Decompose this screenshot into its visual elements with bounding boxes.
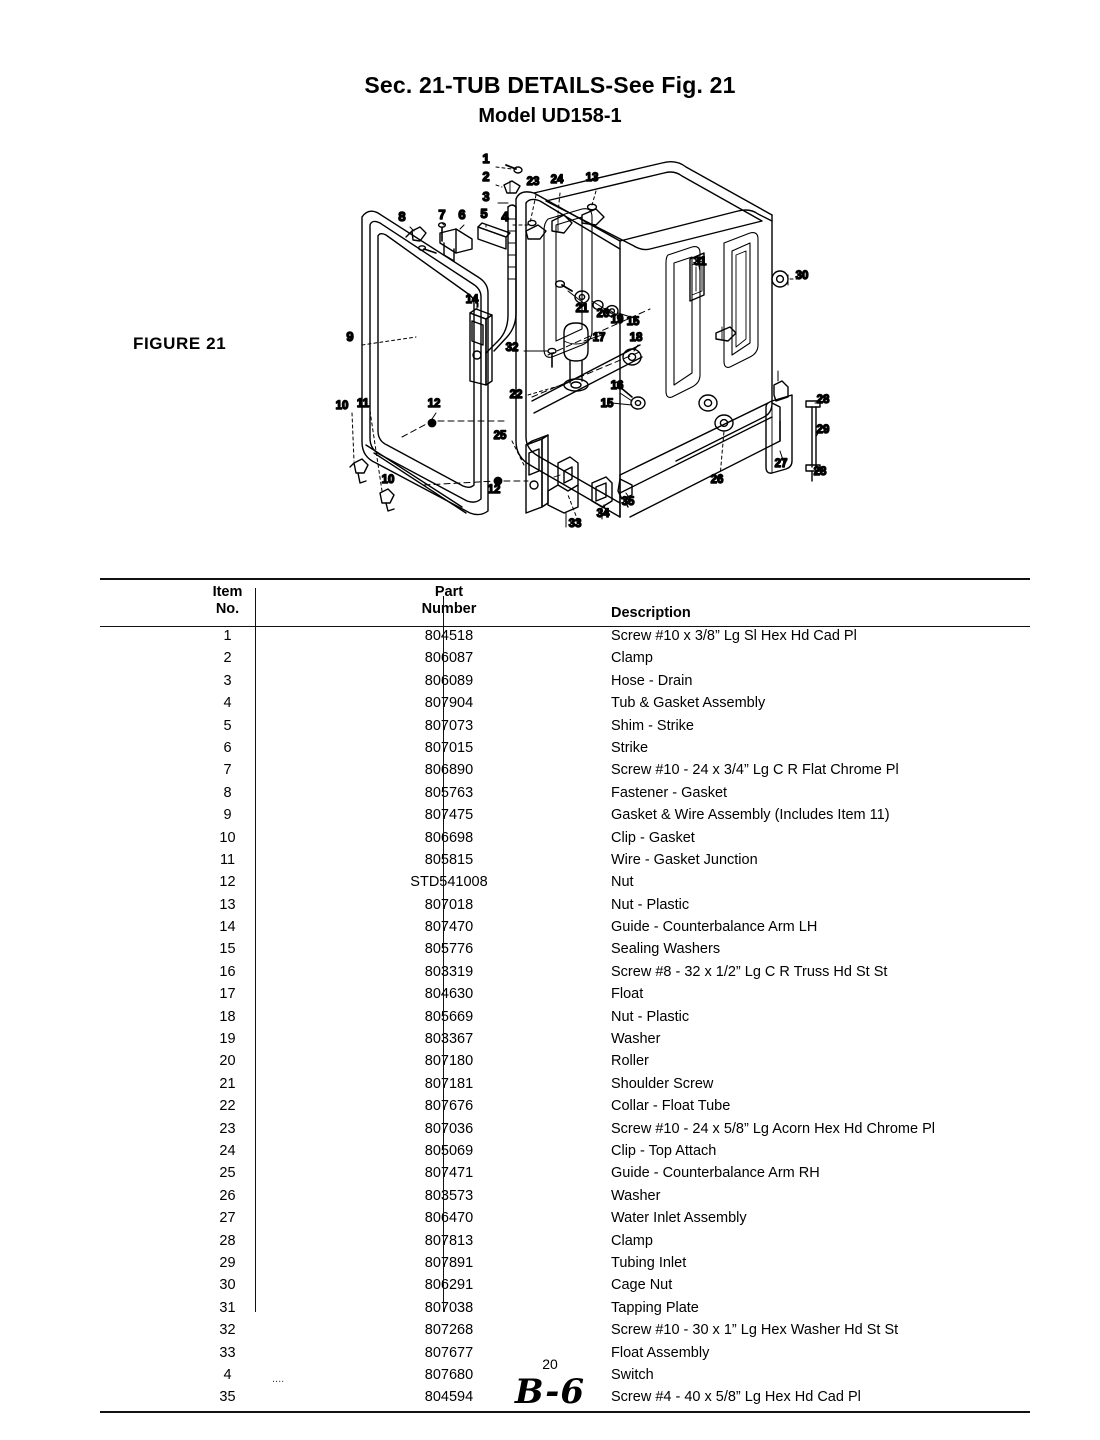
cell-description: Collar - Float Tube bbox=[611, 1098, 731, 1115]
cell-description: Float Assembly bbox=[611, 1344, 710, 1361]
figure-callout-27: 27 bbox=[774, 458, 788, 470]
cell-description: Clamp bbox=[611, 1232, 653, 1249]
table-row bbox=[100, 1097, 1030, 1119]
figure-callout-9: 9 bbox=[346, 329, 354, 344]
cell-description: Guide - Counterbalance Arm LH bbox=[611, 919, 818, 936]
cell-description: Wire - Gasket Junction bbox=[611, 851, 758, 868]
table-row bbox=[100, 1321, 1030, 1343]
gasket-clip-graphic bbox=[350, 459, 368, 483]
figure-callout-10: 10 bbox=[335, 400, 349, 412]
page-title: Sec. 21-TUB DETAILS-See Fig. 21 bbox=[364, 72, 736, 98]
table-body bbox=[100, 627, 1030, 1411]
cell-item-no: 8 bbox=[223, 784, 232, 801]
figure-callout-20: 20 bbox=[596, 308, 610, 320]
table-row bbox=[100, 829, 1030, 851]
table-row bbox=[100, 1254, 1030, 1276]
figure-callout-19: 19 bbox=[610, 314, 624, 326]
cell-description: Tub & Gasket Assembly bbox=[611, 695, 766, 712]
cell-item-no: 27 bbox=[219, 1210, 236, 1227]
cell-item-no: 1 bbox=[223, 628, 232, 644]
cell-item-no: 26 bbox=[219, 1187, 236, 1204]
cell-description: Guide - Counterbalance Arm RH bbox=[611, 1165, 820, 1182]
figure-callout-34: 34 bbox=[596, 508, 610, 520]
figure-callout-33: 33 bbox=[568, 518, 582, 530]
cell-item-no: 35 bbox=[219, 1389, 236, 1406]
table-row bbox=[100, 649, 1030, 671]
cell-description: Clip - Gasket bbox=[611, 829, 695, 846]
cell-item-no: 4 bbox=[223, 1366, 232, 1383]
figure-callout-6: 6 bbox=[458, 207, 466, 222]
cell-part-number: 806087 bbox=[424, 650, 474, 667]
cell-part-number: 807904 bbox=[424, 695, 474, 712]
table-row bbox=[100, 1299, 1030, 1321]
figure-callout-16: 16 bbox=[610, 380, 624, 392]
figure-callout-29: 29 bbox=[816, 424, 830, 436]
cell-item-no: 23 bbox=[219, 1120, 236, 1137]
figure-callout-15: 15 bbox=[626, 316, 640, 328]
cell-item-no: 29 bbox=[219, 1254, 236, 1271]
table-row bbox=[100, 985, 1030, 1007]
cell-description: Screw #10 x 3/8” Lg Sl Hex Hd Cad Pl bbox=[611, 628, 857, 644]
float-roller-cluster-graphic bbox=[532, 281, 645, 413]
figure-callout-25: 25 bbox=[493, 430, 507, 442]
cell-part-number: 807813 bbox=[424, 1232, 474, 1249]
header-part-number bbox=[355, 584, 543, 618]
figure-callout-24: 24 bbox=[550, 174, 564, 186]
figure-callout-1: 1 bbox=[482, 151, 490, 166]
cell-part-number: 803367 bbox=[424, 1031, 474, 1048]
cell-item-no: 12 bbox=[219, 874, 236, 891]
table-row bbox=[100, 1276, 1030, 1298]
cell-item-no: 14 bbox=[219, 919, 236, 936]
cell-item-no: 4 bbox=[223, 695, 232, 712]
cell-part-number: 805763 bbox=[424, 784, 474, 801]
table-row bbox=[100, 851, 1030, 873]
figure-callout-4: 4 bbox=[501, 209, 509, 224]
cell-part-number: 807475 bbox=[424, 807, 474, 824]
cell-part-number: 807036 bbox=[424, 1120, 474, 1137]
header-part-line2: Number bbox=[421, 601, 477, 617]
cell-item-no: 16 bbox=[219, 963, 236, 980]
table-row bbox=[100, 672, 1030, 694]
figure-callout-5: 5 bbox=[480, 206, 488, 221]
table-row bbox=[100, 761, 1030, 783]
figure-callout-12: 12 bbox=[427, 398, 441, 410]
cell-part-number: 807891 bbox=[424, 1254, 474, 1271]
cell-item-no: 17 bbox=[219, 986, 236, 1003]
tub-interior-panels-graphic bbox=[544, 209, 592, 358]
cell-description: Tubing Inlet bbox=[611, 1254, 687, 1271]
header-item-line2: No. bbox=[215, 601, 240, 617]
cell-part-number: 807471 bbox=[424, 1165, 474, 1182]
cell-part-number: 806291 bbox=[424, 1277, 474, 1294]
cell-part-number: 806089 bbox=[424, 672, 474, 689]
cell-part-number: 807015 bbox=[424, 739, 474, 756]
cell-part-number: 807680 bbox=[424, 1366, 474, 1383]
cell-part-number: 807268 bbox=[424, 1322, 474, 1339]
cell-item-no: 25 bbox=[219, 1165, 236, 1182]
figure-callout-3: 3 bbox=[482, 189, 490, 204]
table-column-divider-1 bbox=[255, 588, 256, 1312]
cell-part-number: 807180 bbox=[424, 1053, 474, 1070]
cell-description: Tapping Plate bbox=[611, 1299, 699, 1316]
cell-part-number: 807677 bbox=[424, 1344, 474, 1361]
page-number: 20 bbox=[542, 1356, 558, 1372]
figure-callout-17: 17 bbox=[592, 332, 606, 344]
figure-callout-13: 13 bbox=[585, 172, 599, 184]
figure-callout-2: 2 bbox=[482, 169, 490, 184]
cell-part-number: 805815 bbox=[424, 851, 474, 868]
cell-description: Clamp bbox=[611, 650, 653, 667]
cell-description: Shim - Strike bbox=[611, 717, 694, 734]
mid-tub-clip-graphic bbox=[716, 327, 736, 341]
cell-description: Cage Nut bbox=[611, 1277, 673, 1294]
figure-callout-14: 14 bbox=[465, 294, 479, 306]
figure-callout-32: 32 bbox=[505, 342, 519, 354]
table-row bbox=[100, 918, 1030, 940]
cell-part-number: 807181 bbox=[424, 1075, 474, 1092]
document-header bbox=[0, 70, 1100, 130]
table-row bbox=[100, 940, 1030, 962]
header-description: Description bbox=[611, 605, 691, 621]
cell-item-no: 18 bbox=[219, 1008, 236, 1025]
cell-description: Washer bbox=[611, 1187, 661, 1204]
cell-description: Hose - Drain bbox=[611, 672, 693, 689]
figure-callout-35: 35 bbox=[621, 496, 635, 508]
figure-callout-7: 7 bbox=[438, 207, 446, 222]
cell-part-number: 805776 bbox=[424, 941, 474, 958]
door-gasket-frame-graphic bbox=[362, 211, 488, 514]
cell-description: Washer bbox=[611, 1031, 661, 1048]
cell-description: Roller bbox=[611, 1053, 649, 1070]
header-item-line1: Item bbox=[212, 584, 243, 600]
figure-callout-28: 28 bbox=[816, 394, 830, 406]
cell-item-no: 20 bbox=[219, 1053, 236, 1070]
figure-callout-18: 18 bbox=[629, 332, 643, 344]
cell-item-no: 15 bbox=[219, 941, 236, 958]
cell-item-no: 28 bbox=[219, 1232, 236, 1249]
cell-description: Nut - Plastic bbox=[611, 1008, 690, 1025]
cell-item-no: 21 bbox=[219, 1075, 236, 1092]
figure-callout-23: 23 bbox=[526, 176, 540, 188]
cell-item-no: 3 bbox=[223, 672, 232, 689]
figure-callout-30: 30 bbox=[795, 270, 809, 282]
cell-description: Nut - Plastic bbox=[611, 896, 690, 913]
cell-item-no: 33 bbox=[219, 1344, 236, 1361]
hose-clamp-graphic bbox=[504, 181, 520, 193]
cell-part-number: 803573 bbox=[424, 1187, 474, 1204]
figure-callout-11: 11 bbox=[356, 398, 370, 410]
model-subtitle: Model UD158-1 bbox=[478, 105, 622, 127]
table-column-divider-2 bbox=[443, 596, 444, 1312]
float-assembly-graphic bbox=[548, 457, 578, 527]
parts-table bbox=[100, 578, 1030, 1413]
table-row bbox=[100, 896, 1030, 918]
cell-item-no: 13 bbox=[219, 896, 236, 913]
figure-callout-21: 21 bbox=[575, 303, 589, 315]
cell-part-number: 804518 bbox=[424, 628, 474, 644]
table-row bbox=[100, 1052, 1030, 1074]
cell-part-number: 807018 bbox=[424, 896, 474, 913]
table-row bbox=[100, 806, 1030, 828]
cell-part-number: 803319 bbox=[424, 963, 474, 980]
drain-hose-graphic bbox=[486, 205, 516, 353]
cell-item-no: 7 bbox=[223, 762, 232, 779]
tub-right-panels-graphic bbox=[666, 233, 758, 398]
table-row bbox=[100, 1187, 1030, 1209]
cell-description: Gasket & Wire Assembly (Includes Item 11) bbox=[611, 807, 890, 824]
cell-part-number: 806890 bbox=[424, 762, 474, 779]
table-row bbox=[100, 694, 1030, 716]
figure-callout-12: 12 bbox=[487, 484, 501, 496]
cell-description: Fastener - Gasket bbox=[611, 784, 728, 801]
figure-callout-10: 10 bbox=[381, 474, 395, 486]
strike-assembly-graphic bbox=[406, 223, 510, 261]
figure-label: FIGURE 21 bbox=[133, 334, 227, 353]
cell-part-number: 807676 bbox=[424, 1098, 474, 1115]
cell-description: Screw #8 - 32 x 1/2” Lg C R Truss Hd St St bbox=[611, 963, 888, 980]
cell-item-no: 6 bbox=[223, 739, 232, 756]
cell-description: Screw #4 - 40 x 5/8” Lg Hex Hd Cad Pl bbox=[611, 1389, 861, 1406]
table-row bbox=[100, 1164, 1030, 1186]
cell-part-number: 807038 bbox=[424, 1299, 474, 1316]
cell-part-number: 807470 bbox=[424, 919, 474, 936]
cell-part-number: 804630 bbox=[424, 986, 474, 1003]
header-part-line1: Part bbox=[434, 584, 464, 600]
gasket-clip-lower-graphic bbox=[380, 489, 394, 511]
cell-item-no: 31 bbox=[219, 1299, 236, 1316]
cell-description: Switch bbox=[611, 1366, 654, 1383]
table-row bbox=[100, 717, 1030, 739]
figure-callout-31: 31 bbox=[693, 256, 707, 268]
figure-callout-15: 15 bbox=[600, 398, 614, 410]
exploded-parts-diagram bbox=[320, 145, 900, 545]
table-row bbox=[100, 627, 1030, 649]
cell-item-no: 2 bbox=[223, 650, 232, 667]
figure-callout-26: 26 bbox=[710, 474, 724, 486]
cell-description: Float bbox=[611, 986, 644, 1003]
table-row bbox=[100, 1209, 1030, 1231]
cell-item-no: 9 bbox=[223, 807, 232, 824]
cage-nut-graphic bbox=[772, 271, 788, 287]
table-header-row bbox=[100, 580, 1030, 626]
cell-description: Water Inlet Assembly bbox=[611, 1210, 747, 1227]
table-row bbox=[100, 1232, 1030, 1254]
cell-item-no: 22 bbox=[219, 1098, 236, 1115]
table-row bbox=[100, 739, 1030, 761]
cell-part-number: STD541008 bbox=[410, 874, 488, 891]
cell-description: Screw #10 - 24 x 5/8” Lg Acorn Hex Hd Chrome Pl bbox=[611, 1120, 935, 1137]
cell-part-number: 804594 bbox=[424, 1389, 474, 1406]
figure-callout-28: 28 bbox=[813, 466, 827, 478]
cell-description: Screw #10 - 30 x 1” Lg Hex Washer Hd St St bbox=[611, 1322, 899, 1339]
cell-part-number: 805069 bbox=[424, 1142, 474, 1159]
cell-item-no: 5 bbox=[223, 717, 232, 734]
cell-description: Shoulder Screw bbox=[611, 1075, 714, 1092]
table-row bbox=[100, 1120, 1030, 1142]
cell-part-number: 806470 bbox=[424, 1210, 474, 1227]
cell-item-no: 24 bbox=[219, 1142, 236, 1159]
table-row bbox=[100, 1008, 1030, 1030]
table-row bbox=[100, 784, 1030, 806]
header-item-no bbox=[100, 584, 355, 618]
cell-item-no: 30 bbox=[219, 1277, 236, 1294]
table-row bbox=[100, 1030, 1030, 1052]
cell-description: Nut bbox=[611, 874, 634, 891]
cell-part-number: 807073 bbox=[424, 717, 474, 734]
figure-callout-8: 8 bbox=[398, 209, 406, 224]
cell-item-no: 10 bbox=[219, 829, 236, 846]
cell-description: Screw #10 - 24 x 3/4” Lg C R Flat Chrome Pl bbox=[611, 762, 899, 779]
handwritten-page-mark: B-6 bbox=[514, 1372, 586, 1412]
scan-artifact-specks: .... bbox=[272, 1373, 285, 1385]
cell-item-no: 32 bbox=[219, 1322, 236, 1339]
cell-description: Clip - Top Attach bbox=[611, 1142, 717, 1159]
cell-description: Sealing Washers bbox=[611, 941, 721, 958]
cell-part-number: 805669 bbox=[424, 1008, 474, 1025]
table-row bbox=[100, 1075, 1030, 1097]
cell-description: Strike bbox=[611, 739, 649, 756]
figure-callout-22: 22 bbox=[509, 389, 523, 401]
table-row bbox=[100, 963, 1030, 985]
table-row bbox=[100, 1142, 1030, 1164]
cell-item-no: 11 bbox=[219, 851, 236, 868]
cell-item-no: 19 bbox=[219, 1031, 236, 1048]
table-row bbox=[100, 873, 1030, 895]
cell-part-number: 806698 bbox=[424, 829, 474, 846]
